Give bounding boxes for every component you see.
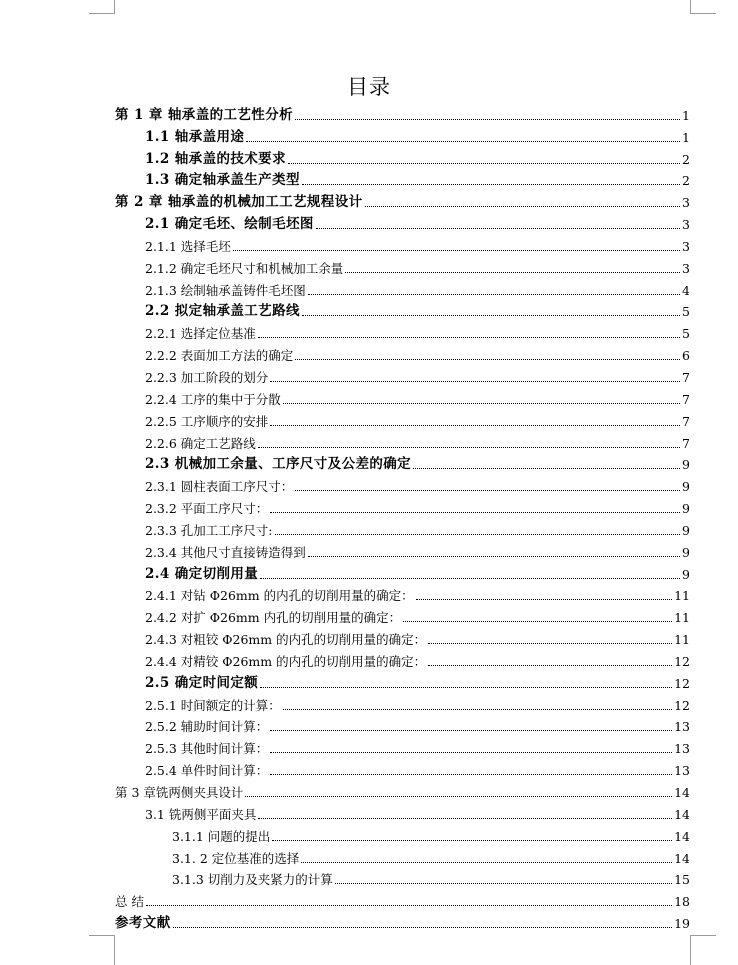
toc-entry-page-number: 14 xyxy=(674,828,690,844)
toc-entry-title: 1.2 轴承盖的技术要求 xyxy=(145,150,286,167)
toc-entry-page-number: 5 xyxy=(682,326,690,342)
toc-dot-leader xyxy=(428,643,672,644)
toc-entry-title: 2.3.4 其他尺寸直接铸造得到 xyxy=(145,544,306,560)
toc-entry-page-number: 12 xyxy=(674,653,690,669)
crop-mark-top-right xyxy=(690,0,716,14)
toc-entry[interactable] xyxy=(115,407,690,429)
toc-entry[interactable] xyxy=(115,778,690,800)
toc-entry[interactable] xyxy=(115,451,690,473)
toc-dot-leader xyxy=(275,534,681,535)
toc-entry-page-number: 4 xyxy=(682,282,690,298)
toc-entry-title: 2.5.1 时间额定的计算： xyxy=(145,697,281,713)
toc-entry[interactable] xyxy=(115,756,690,778)
toc-entry-title: 2.3.3 孔加工工序尺寸: xyxy=(145,522,273,538)
toc-dot-leader xyxy=(270,381,680,382)
toc-dot-leader xyxy=(272,840,672,841)
toc-entry-title: 2.1.1 选择毛坯 xyxy=(145,238,231,254)
toc-entry-title: 2.5.3 其他时间计算： xyxy=(145,741,269,757)
toc-entry-page-number: 3 xyxy=(682,238,690,254)
toc-entry-title: 2.4.1 对钻 Φ26mm 的内孔的切削用量的确定： xyxy=(145,588,414,604)
toc-entry-title: 2.1.3 绘制轴承盖铸件毛坯图 xyxy=(145,282,306,298)
toc-entry-page-number: 9 xyxy=(682,457,690,473)
toc-entry[interactable] xyxy=(115,101,690,123)
toc-dot-leader xyxy=(316,228,680,229)
toc-entry[interactable] xyxy=(115,123,690,145)
toc-entry-title: 2.1 确定毛坯、绘制毛坯图 xyxy=(145,216,314,233)
toc-entry-title: 2.4.4 对精铰 Φ26mm 的内孔的切削用量的确定： xyxy=(145,653,427,669)
toc-entry-page-number: 1 xyxy=(682,107,690,123)
toc-entry[interactable] xyxy=(115,254,690,276)
toc-entry-title: 2.5.4 单件时间计算： xyxy=(145,763,269,779)
toc-entry[interactable] xyxy=(115,669,690,691)
toc-entry-title: 2.3.1 圆柱表面工序尺寸： xyxy=(145,479,294,495)
toc-entry-title: 1.3 确定轴承盖生产类型 xyxy=(145,172,300,189)
toc-entry-page-number: 18 xyxy=(674,894,690,910)
toc-entry-title: 第 3 章铣两侧夹具设计 xyxy=(115,785,244,800)
toc-entry[interactable] xyxy=(115,625,690,647)
toc-dot-leader xyxy=(258,337,680,338)
toc-entry[interactable] xyxy=(115,822,690,844)
toc-dot-leader xyxy=(283,709,672,710)
toc-entry-title: 2.2.5 工序顺序的安排 xyxy=(145,413,269,429)
toc-dot-leader xyxy=(335,883,672,884)
toc-entry-page-number: 12 xyxy=(674,675,690,691)
toc-entry-title: 2.1.2 确定毛坯尺寸和机械加工余量 xyxy=(145,260,344,276)
toc-entry-page-number: 11 xyxy=(674,610,690,626)
toc-dot-leader xyxy=(308,294,680,295)
toc-entry-page-number: 7 xyxy=(682,413,690,429)
toc-entry[interactable] xyxy=(115,734,690,756)
toc-entry-title: 2.4.2 对扩 Φ26mm 内孔的切削用量的确定： xyxy=(145,610,402,626)
toc-entry-page-number: 13 xyxy=(674,719,690,735)
toc-entry-title: 2.2.2 表面加工方法的确定 xyxy=(145,348,294,364)
toc-entry-title: 3.1.1 问题的提出 xyxy=(172,828,271,844)
toc-dot-leader xyxy=(245,796,672,797)
toc-dot-leader xyxy=(270,752,672,753)
toc-entry-title: 2.2.4 工序的集中于分散 xyxy=(145,391,281,407)
toc-entry-page-number: 3 xyxy=(682,195,690,211)
toc-dot-leader xyxy=(428,665,672,666)
toc-entry-title: 参考文献 xyxy=(115,915,171,932)
toc-entry[interactable] xyxy=(115,844,690,866)
toc-entry-page-number: 15 xyxy=(674,872,690,888)
toc-entry-page-number: 7 xyxy=(682,369,690,385)
toc-entry-page-number: 12 xyxy=(674,697,690,713)
toc-entry-page-number: 5 xyxy=(682,304,690,320)
toc-entry-title: 2.2.1 选择定位基准 xyxy=(145,326,256,342)
toc-entry[interactable] xyxy=(115,167,690,189)
toc-entry[interactable] xyxy=(115,713,690,735)
toc-dot-leader xyxy=(146,905,672,906)
toc-dot-leader xyxy=(260,578,680,579)
toc-entry[interactable] xyxy=(115,145,690,167)
toc-entry-page-number: 9 xyxy=(682,544,690,560)
toc-entry-page-number: 11 xyxy=(674,588,690,604)
toc-dot-leader xyxy=(270,730,672,731)
toc-dot-leader xyxy=(413,468,680,469)
toc-dot-leader xyxy=(295,490,680,491)
toc-entry[interactable] xyxy=(115,516,690,538)
toc-entry-page-number: 9 xyxy=(682,501,690,517)
toc-entry[interactable] xyxy=(115,538,690,560)
toc-dot-leader xyxy=(258,818,672,819)
toc-entry-title: 2.5.2 辅助时间计算： xyxy=(145,719,269,735)
toc-entry-page-number: 19 xyxy=(674,916,690,932)
toc-entry[interactable] xyxy=(115,298,690,320)
toc-entry[interactable] xyxy=(115,887,690,909)
document-title: 目录 xyxy=(347,75,391,99)
toc-entry[interactable] xyxy=(115,866,690,888)
toc-dot-leader xyxy=(270,774,672,775)
toc-entry-title: 3.1 铣两侧平面夹具 xyxy=(145,806,257,822)
toc-entry[interactable] xyxy=(115,210,690,232)
toc-dot-leader xyxy=(295,119,680,120)
toc-entry[interactable] xyxy=(115,691,690,713)
toc-entry-title: 2.4.3 对粗铰 Φ26mm 的内孔的切削用量的确定： xyxy=(145,632,427,648)
crop-mark-bottom-right xyxy=(690,935,716,965)
toc-dot-leader xyxy=(302,184,680,185)
toc-entry[interactable] xyxy=(115,647,690,669)
toc-entry-title: 1.1 轴承盖用途 xyxy=(145,128,245,145)
toc-entry[interactable] xyxy=(115,341,690,363)
crop-mark-top-left xyxy=(89,0,115,14)
toc-entry-page-number: 7 xyxy=(682,435,690,451)
toc-entry-page-number: 1 xyxy=(682,129,690,145)
toc-dot-leader xyxy=(270,425,680,426)
toc-dot-leader xyxy=(308,556,680,557)
table-of-contents xyxy=(115,101,690,931)
toc-dot-leader xyxy=(233,250,680,251)
toc-entry[interactable] xyxy=(115,494,690,516)
toc-entry-title: 第 2 章 轴承盖的机械加工工艺规程设计 xyxy=(115,194,363,211)
toc-entry-title: 第 1 章 轴承盖的工艺性分析 xyxy=(115,106,293,123)
toc-entry[interactable] xyxy=(115,319,690,341)
toc-entry-title: 3.1. 2 定位基准的选择 xyxy=(172,850,300,866)
toc-entry-page-number: 2 xyxy=(682,151,690,167)
toc-entry-title: 2.3 机械加工余量、工序尺寸及公差的确定 xyxy=(145,456,412,473)
toc-entry-page-number: 9 xyxy=(682,566,690,582)
toc-entry-page-number: 6 xyxy=(682,348,690,364)
toc-dot-leader xyxy=(246,141,680,142)
toc-dot-leader xyxy=(403,621,672,622)
toc-dot-leader xyxy=(258,447,680,448)
toc-entry-title: 2.4 确定切削用量 xyxy=(145,565,259,582)
toc-entry-title: 2.2.3 加工阶段的划分 xyxy=(145,369,269,385)
toc-entry-title: 3.1.3 切削力及夹紧力的计算 xyxy=(172,872,333,888)
toc-entry[interactable] xyxy=(115,909,690,931)
toc-dot-leader xyxy=(270,512,680,513)
toc-dot-leader xyxy=(416,599,673,600)
toc-entry-title: 2.5 确定时间定额 xyxy=(145,674,259,691)
toc-entry-title: 2.2.6 确定工艺路线 xyxy=(145,435,256,451)
toc-dot-leader xyxy=(295,359,680,360)
toc-entry[interactable] xyxy=(115,582,690,604)
toc-entry-page-number: 14 xyxy=(674,806,690,822)
toc-entry[interactable] xyxy=(115,188,690,210)
toc-dot-leader xyxy=(283,403,680,404)
toc-entry-page-number: 11 xyxy=(674,632,690,648)
toc-entry[interactable] xyxy=(115,429,690,451)
toc-entry-page-number: 7 xyxy=(682,391,690,407)
toc-entry[interactable] xyxy=(115,232,690,254)
toc-dot-leader xyxy=(345,272,680,273)
toc-entry-title: 2.3.2 平面工序尺寸： xyxy=(145,501,269,517)
toc-entry[interactable] xyxy=(115,603,690,625)
toc-entry-page-number: 9 xyxy=(682,479,690,495)
toc-entry-page-number: 3 xyxy=(682,217,690,233)
toc-entry-title: 总 结 xyxy=(115,894,144,910)
toc-dot-leader xyxy=(260,687,672,688)
toc-entry[interactable] xyxy=(115,800,690,822)
toc-entry-page-number: 14 xyxy=(674,785,690,800)
toc-entry-title: 2.2 拟定轴承盖工艺路线 xyxy=(145,303,300,320)
toc-entry[interactable] xyxy=(115,276,690,298)
crop-mark-bottom-left xyxy=(89,935,115,965)
toc-entry[interactable] xyxy=(115,385,690,407)
toc-dot-leader xyxy=(173,927,672,928)
toc-dot-leader xyxy=(288,163,680,164)
toc-entry[interactable] xyxy=(115,560,690,582)
toc-entry-page-number: 13 xyxy=(674,741,690,757)
toc-dot-leader xyxy=(301,862,672,863)
toc-dot-leader xyxy=(365,206,681,207)
toc-dot-leader xyxy=(302,315,680,316)
toc-entry-page-number: 9 xyxy=(682,522,690,538)
toc-entry[interactable] xyxy=(115,472,690,494)
toc-entry[interactable] xyxy=(115,363,690,385)
toc-entry-page-number: 3 xyxy=(682,260,690,276)
toc-entry-page-number: 13 xyxy=(674,763,690,779)
toc-entry-page-number: 2 xyxy=(682,173,690,189)
toc-entry-page-number: 14 xyxy=(674,850,690,866)
